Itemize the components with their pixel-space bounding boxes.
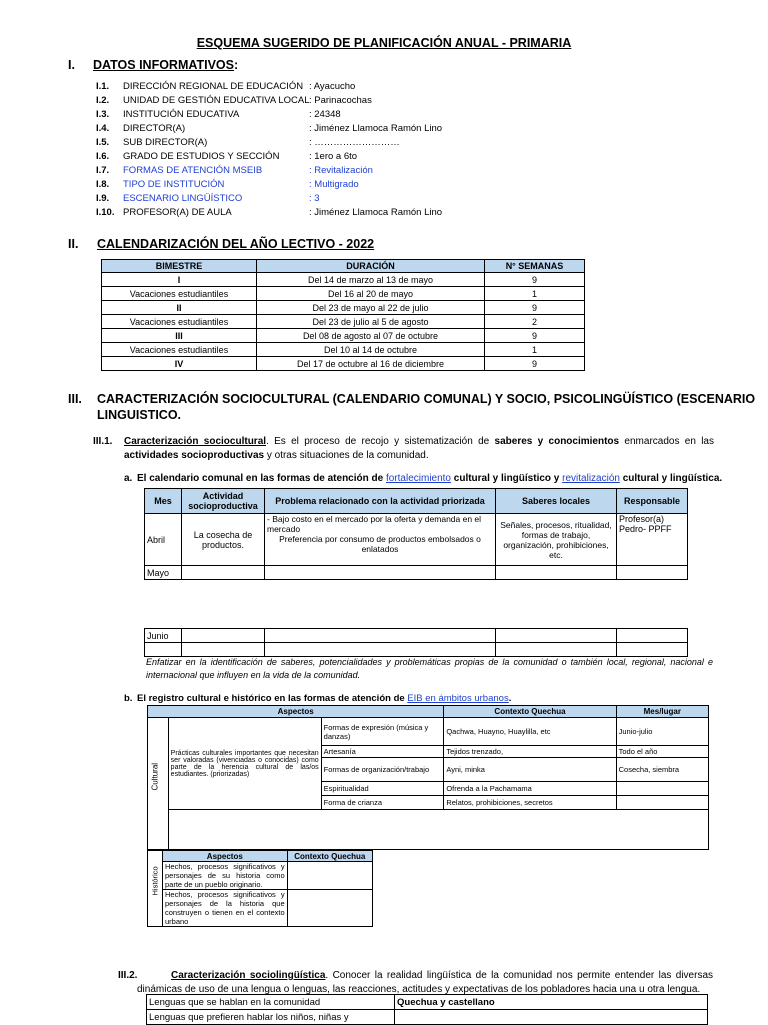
info-row <box>96 192 320 206</box>
info-row-value: : Parinacochas <box>309 95 372 106</box>
table-header-row <box>148 706 709 718</box>
paragraph-text: y otras situaciones de la comunidad. <box>264 450 429 461</box>
table-cell: Vacaciones estudiantiles <box>102 287 257 301</box>
table-cell: Del 23 de julio al 5 de agosto <box>257 315 485 329</box>
heading-link: EIB en ámbitos urbanos <box>407 693 509 704</box>
table-cell <box>496 643 617 657</box>
table-cell: 1 <box>485 287 585 301</box>
table-cell: 9 <box>485 273 585 287</box>
info-row-value: : Jiménez Llamoca Ramón Lino <box>309 123 443 134</box>
section-3-number: III. <box>68 392 82 406</box>
info-row <box>96 136 400 150</box>
heading-text: . <box>508 693 512 704</box>
section-2-heading <box>97 237 374 251</box>
info-row-number: I.10. <box>96 207 115 218</box>
info-row-label: INSTITUCIÓN EDUCATIVA <box>123 109 240 120</box>
info-row-label: TIPO DE INSTITUCIÓN <box>123 179 225 190</box>
cultural-description: Prácticas culturales importantes que necesitan ser valoradas (vivenciadas o conocidas) como parte de la herencia cultural de las/os estudiantes. (priorizadas) <box>168 718 321 810</box>
section-1-colon: : <box>233 58 239 72</box>
table-cell: Espiritualidad <box>321 782 444 796</box>
section-1-number: I. <box>68 58 75 72</box>
table-cell: Tejidos trenzado, <box>444 746 616 758</box>
paragraph-bold: socioproductivas <box>181 450 265 461</box>
section-1-title: DATOS INFORMATIVOS <box>93 58 234 72</box>
info-row <box>96 122 442 136</box>
info-row <box>96 206 442 220</box>
table-cell <box>145 643 182 657</box>
table-cell: Formas de organización/trabajo <box>321 758 444 782</box>
table-row <box>102 329 585 343</box>
table-cell: 9 <box>485 301 585 315</box>
table-row <box>145 629 688 643</box>
info-row-value: : ……………………… <box>309 137 400 148</box>
table-cell <box>496 566 617 580</box>
calendar-comunal-table <box>144 488 688 580</box>
info-row <box>96 108 341 122</box>
header-aspectos: Aspectos <box>148 706 444 718</box>
table-cell: Abril <box>145 514 182 566</box>
info-row <box>96 178 359 192</box>
info-row-label: SUB DIRECTOR(A) <box>123 137 208 148</box>
header-contexto: Contexto Quechua <box>444 706 616 718</box>
heading-link: fortalecimiento <box>385 473 451 484</box>
subsection-3-2-number: III.2. <box>118 970 138 981</box>
paragraph-text: de uso de una lengua o lenguas, las reacciones, actitudes y expectativas de los pobladores hacia una u otra lengua. <box>184 984 701 995</box>
heading-text: El calendario comunal en las formas de atención de <box>137 473 386 484</box>
table-header-row <box>102 260 585 273</box>
table-cell <box>168 810 708 850</box>
table-cell: Forma de crianza <box>321 796 444 810</box>
heading-text: . <box>719 473 723 484</box>
table-row <box>145 643 688 657</box>
page-title: ESQUEMA SUGERIDO DE PLANIFICACIÓN ANUAL - PRIMARIA <box>196 36 572 50</box>
table-cell: Del 17 de octubre al 16 de diciembre <box>257 357 485 371</box>
info-row <box>96 80 355 94</box>
table-cell <box>616 782 708 796</box>
header-responsable: Responsable <box>617 489 688 514</box>
paragraph-bold: saberes y conocimientos <box>494 436 620 447</box>
header-mes-lugar: Mes/lugar <box>616 706 708 718</box>
info-row-value: : Multigrado <box>309 179 359 190</box>
paragraph-text: . Es el proceso de recojo y sistematización de <box>266 436 495 447</box>
info-row-label: PROFESOR(A) DE AULA <box>123 207 232 218</box>
item-a-heading <box>137 473 722 484</box>
table-cell <box>265 629 496 643</box>
table-row <box>102 287 585 301</box>
problema-line: - Bajo costo en el mercado por la oferta y demanda en el mercado <box>267 514 482 534</box>
table-cell: Formas de expresión (música y danzas) <box>321 718 444 746</box>
subsection-3-1-number: III.1. <box>93 436 113 447</box>
header-actividad: Actividad socioproductiva <box>182 489 265 514</box>
table-cell <box>287 862 372 890</box>
paragraph-bold: actividades <box>124 450 179 461</box>
subsection-3-1-title: Caracterización sociocultural <box>124 436 267 447</box>
table-cell: Ofrenda a la Pachamama <box>444 782 616 796</box>
sociolinguistic-table <box>146 994 708 1025</box>
table-row <box>147 995 708 1010</box>
table-cell <box>182 566 265 580</box>
header-duracion: DURACIÓN <box>257 260 485 273</box>
table-cell: Vacaciones estudiantiles <box>102 315 257 329</box>
table-cell: Vacaciones estudiantiles <box>102 343 257 357</box>
info-row-label: DIRECCIÓN REGIONAL DE EDUCACIÓN <box>123 81 304 92</box>
table-header-row <box>145 489 688 514</box>
historico-label-cell <box>148 851 163 927</box>
table-cell: 9 <box>485 329 585 343</box>
info-row-value: : 24348 <box>309 109 341 120</box>
info-row-label: GRADO DE ESTUDIOS Y SECCIÓN <box>123 151 280 162</box>
calendar-table <box>101 259 585 371</box>
table-cell: Todo el año <box>616 746 708 758</box>
table-cell: Señales, procesos, ritualidad, formas de trabajo, organización, prohibiciones, etc. <box>496 514 617 566</box>
table-row <box>147 1010 708 1025</box>
header-bimestre: BIMESTRE <box>102 260 257 273</box>
cultural-label: Cultural <box>150 762 160 791</box>
subsection-3-2-paragraph <box>137 969 713 997</box>
paragraph-text: enmarcados en las <box>619 436 714 447</box>
table-cell <box>617 629 688 643</box>
table-cell <box>496 629 617 643</box>
info-row-number: I.3. <box>96 109 110 120</box>
info-row-number: I.8. <box>96 179 110 190</box>
table-cell: Profesor(a) Pedro- PPFF <box>617 514 688 566</box>
header-contexto: Contexto Quechua <box>287 851 372 862</box>
item-b-label: b. <box>124 693 133 704</box>
header-saberes: Saberes locales <box>496 489 617 514</box>
table-row <box>148 810 709 850</box>
table-cell <box>287 890 372 927</box>
heading-link: revitalización <box>562 473 620 484</box>
table-cell <box>616 796 708 810</box>
table-cell <box>617 643 688 657</box>
header-aspectos: Aspectos <box>163 851 288 862</box>
info-row-value: : 1ero a 6to <box>309 151 358 162</box>
header-semanas: N° SEMANAS <box>485 260 585 273</box>
heading-text: cultural y lingüística <box>619 473 720 484</box>
table-cell: Hechos, procesos significativos y personajes de su historia como parte de un pueblo originario. <box>163 862 288 890</box>
table-cell <box>395 1010 708 1025</box>
table-cell: Qachwa, Huayno, Huaylilla, etc <box>444 718 616 746</box>
info-row-label: DIRECTOR(A) <box>123 123 186 134</box>
table-row <box>145 566 688 580</box>
section-3-title-line1: CARACTERIZACIÓN SOCIOCULTURAL (CALENDARIO COMUNAL) Y SOCIO, PSICOLINGÜÍSTICO (ESCENARIO <box>97 392 756 406</box>
table-header-row <box>148 851 373 862</box>
info-row-number: I.2. <box>96 95 110 106</box>
info-row-value: : Ayacucho <box>309 81 356 92</box>
table-cell: 1 <box>485 343 585 357</box>
info-row-number: I.9. <box>96 193 110 204</box>
table-row <box>148 718 709 746</box>
section-2-number: II. <box>68 237 79 251</box>
table-cell: Lenguas que prefieren hablar los niños, niñas y <box>147 1010 395 1025</box>
table-cell: III <box>102 329 257 343</box>
table-cell: Cosecha, siembra <box>616 758 708 782</box>
note-text: Enfatizar en la identificación de saberes, potencialidades y problemáticas propias de la comunidad o también local, regional, nacional e internacional que influyen en la vida de la comunidad. <box>146 657 713 680</box>
heading-text: El registro cultural e histórico en las formas de atención de <box>137 693 408 704</box>
info-row-number: I.5. <box>96 137 110 148</box>
info-row-value: : 3 <box>309 193 320 204</box>
table-cell: Del 14 de marzo al 13 de mayo <box>257 273 485 287</box>
table-cell <box>265 566 496 580</box>
info-row-label: ESCENARIO LINGÜÍSTICO <box>123 193 243 204</box>
item-b-heading <box>137 693 511 704</box>
info-row-label: FORMAS DE ATENCIÓN MSEIB <box>123 165 263 176</box>
table-cell: 2 <box>485 315 585 329</box>
registro-cultural-table <box>147 705 709 850</box>
table-row <box>145 514 688 566</box>
table-cell: II <box>102 301 257 315</box>
info-row <box>96 150 357 164</box>
table-cell <box>265 643 496 657</box>
table-cell: Del 23 de mayo al 22 de julio <box>257 301 485 315</box>
table-cell: Junio <box>145 629 182 643</box>
info-row-number: I.7. <box>96 165 110 176</box>
section-3-title-line2: LINGUISTICO. <box>97 408 182 422</box>
table-cell: I <box>102 273 257 287</box>
info-row-value: : Revitalización <box>309 165 373 176</box>
info-row-number: I.6. <box>96 151 110 162</box>
cultural-label-cell <box>148 718 169 850</box>
table-cell: Relatos, prohibiciones, secretos <box>444 796 616 810</box>
table-cell: Lenguas que se hablan en la comunidad <box>147 995 395 1010</box>
section-2-title: CALENDARIZACIÓN DEL AÑO LECTIVO - 2022 <box>97 237 375 251</box>
table-cell: Quechua y castellano <box>395 995 708 1010</box>
table-cell: Hechos, procesos significativos y personajes de la historia que construyen o tienen en el contexto urbano <box>163 890 288 927</box>
header-mes: Mes <box>145 489 182 514</box>
table-row <box>102 273 585 287</box>
table-cell: 9 <box>485 357 585 371</box>
info-row-number: I.4. <box>96 123 110 134</box>
table-cell: Mayo <box>145 566 182 580</box>
table-cell <box>265 514 496 566</box>
problema-line: Preferencia por consumo de productos embolsados o enlatados <box>279 534 481 554</box>
info-row <box>96 164 373 178</box>
table-cell: Junio-julio <box>616 718 708 746</box>
table-row <box>148 862 373 890</box>
table-row <box>102 343 585 357</box>
table-cell: Del 10 al 14 de octubre <box>257 343 485 357</box>
heading-text: cultural y lingüístico y <box>451 473 563 484</box>
table-cell: Del 08 de agosto al 07 de octubre <box>257 329 485 343</box>
info-row-number: I.1. <box>96 81 110 92</box>
section-1-heading <box>93 58 238 72</box>
table-cell: Del 16 al 20 de mayo <box>257 287 485 301</box>
table-cell: La cosecha de productos. <box>182 514 265 566</box>
table-row <box>102 357 585 371</box>
item-a-label: a. <box>124 473 133 484</box>
info-row <box>96 94 372 108</box>
header-problema: Problema relacionado con la actividad priorizada <box>265 489 496 514</box>
subsection-3-1-paragraph <box>124 435 714 463</box>
calendar-comunal-table-continued <box>144 628 688 657</box>
table-cell <box>182 643 265 657</box>
info-row-value: : Jiménez Llamoca Ramón Lino <box>309 207 443 218</box>
registro-historico-table <box>147 850 373 927</box>
table-cell: IV <box>102 357 257 371</box>
historico-label: Histórico <box>150 866 160 896</box>
table-cell: Artesanía <box>321 746 444 758</box>
table-cell: Ayni, minka <box>444 758 616 782</box>
info-row-label: UNIDAD DE GESTIÓN EDUCATIVA LOCAL <box>123 95 310 106</box>
table-row <box>102 301 585 315</box>
paragraph-text: . Conocer la realidad lingüística de la comunidad nos permite entender las diversas dinámicas <box>137 970 714 995</box>
subsection-3-2-title: Caracterización sociolingüística <box>171 970 326 981</box>
table-cell <box>182 629 265 643</box>
table-cell <box>617 566 688 580</box>
table-row <box>148 890 373 927</box>
table-row <box>102 315 585 329</box>
